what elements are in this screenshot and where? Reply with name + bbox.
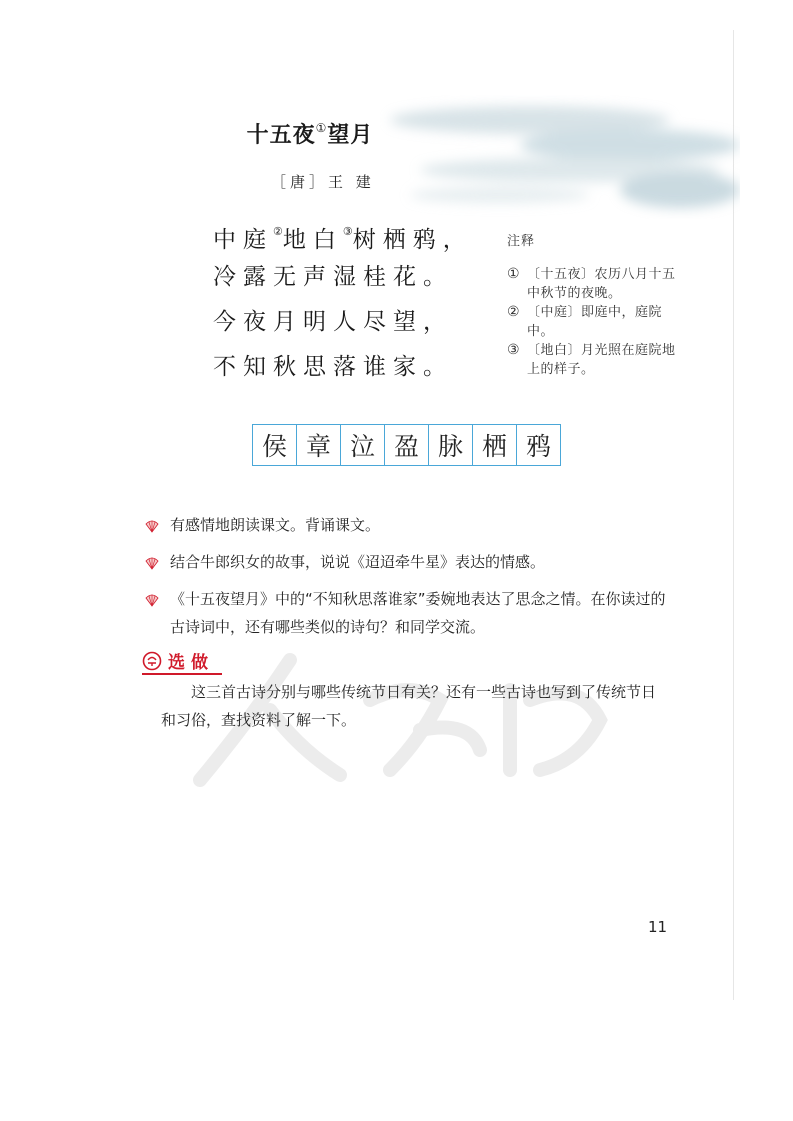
character-box: 章 [297,425,341,465]
shell-bullet-icon [144,518,160,534]
shell-bullet-icon [144,592,160,608]
annotation-item: ③ 〔地白〕月光照在庭院地上的样子。 [507,342,676,377]
character-box: 侯 [253,425,297,465]
character-box: 脉 [429,425,473,465]
optional-underline [142,673,222,675]
exercise-item: 有感情地朗读课文。背诵课文。 [144,516,675,539]
optional-label: 选做 [168,653,214,673]
exercise-item: 结合牛郎织女的故事，说说《迢迢牵牛星》表达的情感。 [144,553,675,576]
character-box: 栖 [473,425,517,465]
poem-line: 不知秋思落谁家。 [213,354,453,380]
optional-task-icon [142,651,162,671]
optional-text: 这三首古诗分别与哪些传统节日有关？还有一些古诗也写到了传统节日和习俗，查找资料了解一下。 [161,683,657,729]
character-box: 泣 [341,425,385,465]
poem-title: 十五夜①望月 [246,121,374,148]
annotation-item: ② 〔中庭〕即庭中，庭院中。 [507,304,663,339]
character-box: 盈 [385,425,429,465]
new-characters-grid [252,424,561,466]
optional-task [142,648,657,729]
footnote-marker: ① [315,121,328,135]
shell-bullet-icon [144,555,160,571]
exercise-item: 《十五夜望月》中的“不知秋思落谁家”委婉地表达了思念之情。在你读过的古诗词中，还有哪些类似的诗句？和同学交流。 [144,590,675,641]
annotations [507,230,677,379]
character-box: 鸦 [525,432,551,461]
poem-line: 今夜月明人尽望， [213,309,453,335]
poem-body [213,215,473,395]
footnote-marker: ② [273,225,283,238]
ink-wash-illustration [380,90,740,220]
annotation-item: ① 〔十五夜〕农历八月十五中秋节的夜晚。 [507,266,676,301]
exercise-list [144,516,675,655]
poem-line: 冷露无声湿桂花。 [213,264,453,290]
poem-author: ［唐］王 建 [271,173,375,191]
annotations-heading: 注释 [507,234,536,249]
footnote-marker: ③ [342,225,353,238]
poem-line: 中庭②地白③树栖鸦， [213,225,473,253]
page-number: 11 [648,918,668,936]
optional-heading [142,648,214,673]
